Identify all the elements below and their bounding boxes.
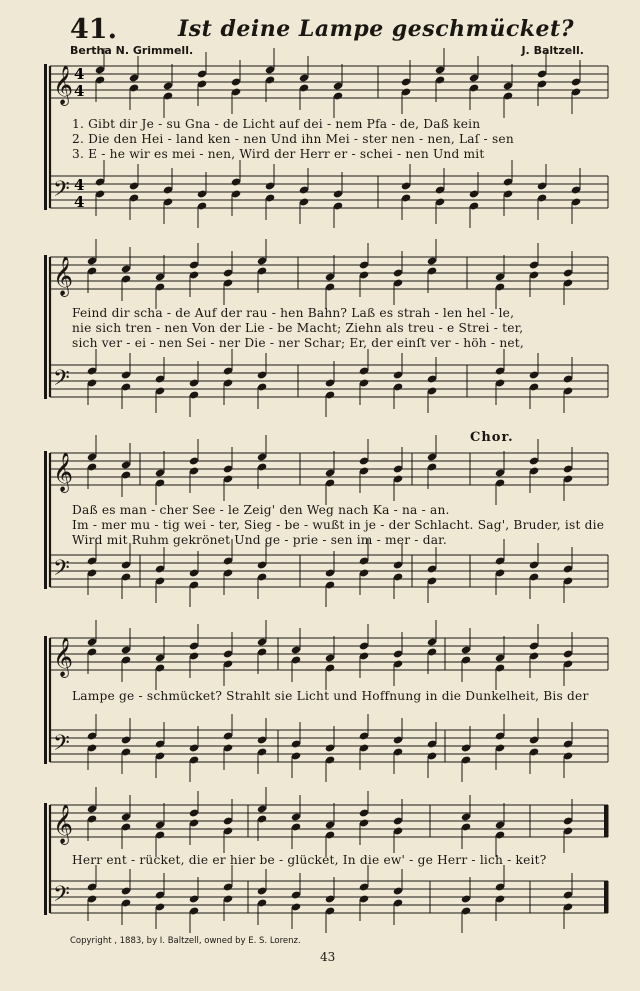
treble-clef: 𝄞 <box>53 637 74 677</box>
lyric-line: Herr ent - rücket, die er hier be - glücket, In die ew' - ge Herr - lich - keit? <box>72 853 547 867</box>
system-bracket <box>44 64 47 210</box>
final-barline <box>604 881 608 913</box>
lyric-line: Feind dir scha - de Auf der rau - hen Bahn? Laß es strah - len hel - le, <box>72 306 515 320</box>
chorus-label: Chor. <box>470 430 514 445</box>
hymn-number: 41. <box>70 14 117 45</box>
composer: J. Baltzell. <box>521 44 584 57</box>
system-bracket <box>44 636 47 764</box>
treble-clef: 𝄞 <box>53 804 74 844</box>
lyric-line: Lampe ge - schmücket? Strahlt sie Licht und Hoffnung in die Dunkelheit, Bis der <box>72 689 589 703</box>
page-number: 43 <box>320 950 336 964</box>
lyric-line: Im - mer mu - tig wei - ter, Sieg - be - wußt in je - der Schlacht. Sag', Bruder, ist die <box>72 518 605 532</box>
lyric-line: 2. Die den Hei - land ken - nen Und ihn Mei - ster nen - nen, Laſ - sen <box>72 132 514 146</box>
lyric-line: nie sich tren - nen Von der Lie - be Macht; Ziehn als treu - e Strei - ter, <box>72 321 524 335</box>
system-bracket <box>44 451 47 589</box>
system-bracket <box>44 803 47 915</box>
copyright-notice: Copyright , 1883, by I. Baltzell, owned by E. S. Lorenz. <box>70 936 301 946</box>
time-sig-treble-bottom: 4 <box>74 82 85 100</box>
lyric-line: 3. E - he wir es mei - nen, Wird der Herr er - schei - nen Und mit <box>72 147 485 161</box>
lyric-line: sich ver - ei - nen Sei - ner Die - ner Schar; Er, der einſt ver - höh - net, <box>72 336 524 350</box>
lyric-line: Daß es man - cher See - le Zeig' den Weg nach Ka - na - an. <box>72 503 450 517</box>
bass-clef: 𝄢 <box>53 731 70 761</box>
final-barline <box>604 805 608 837</box>
time-sig-treble-top: 4 <box>74 65 85 83</box>
time-sig-bass-top: 4 <box>74 176 85 194</box>
hymn-title: Ist deine Lampe geschmücket? <box>178 16 575 42</box>
system-bracket <box>44 255 47 399</box>
treble-clef: 𝄞 <box>53 452 74 492</box>
treble-clef: 𝄞 <box>53 256 74 296</box>
bass-clef: 𝄢 <box>53 882 70 912</box>
lyric-line: Wird mit Ruhm gekrönet Und ge - prie - sen im - mer - dar. <box>72 533 447 547</box>
time-sig-bass-bottom: 4 <box>74 193 85 211</box>
bass-clef: 𝄢 <box>53 556 70 586</box>
lyricist: Bertha N. Grimmell. <box>70 44 194 57</box>
lyric-line: 1. Gibt dir Je - su Gna - de Licht auf dei - nem Pfa - de, Daß kein <box>72 117 481 131</box>
bass-clef: 𝄢 <box>53 366 70 396</box>
treble-clef: 𝄞 <box>53 65 74 105</box>
bass-clef: 𝄢 <box>53 177 70 207</box>
